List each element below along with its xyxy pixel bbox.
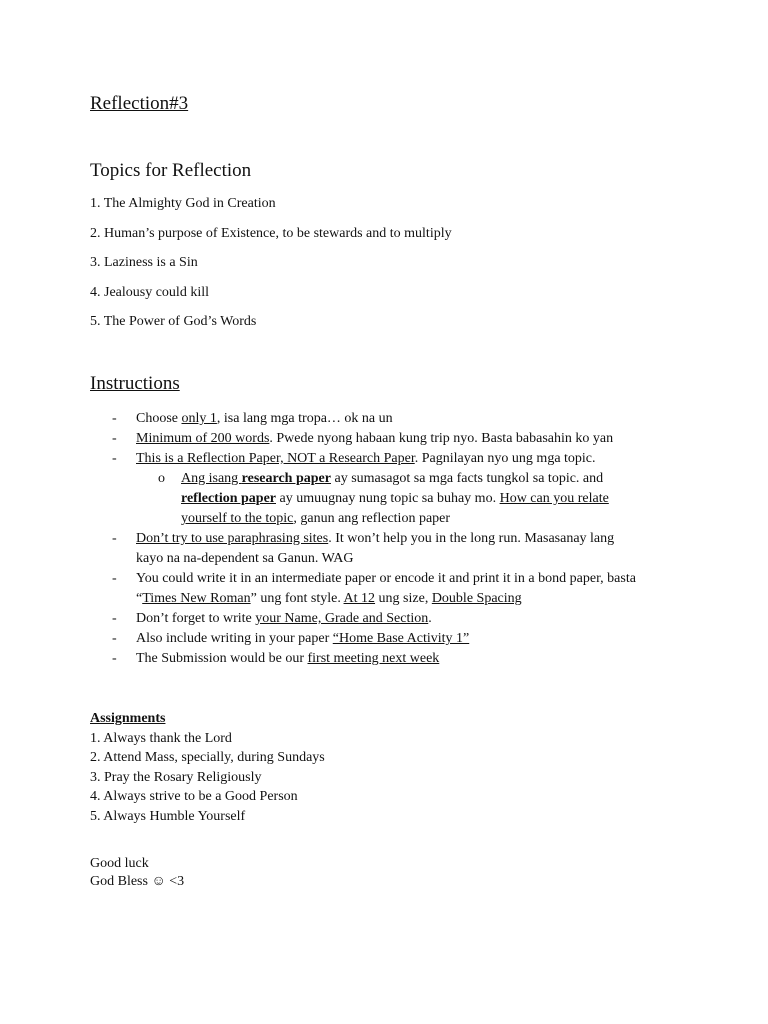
instruction-text: ung size, [375, 591, 432, 606]
topic-item: 3. Laziness is a Sin [90, 255, 198, 271]
instruction-emphasis: This is a Reflection Paper, NOT a Research Paper [136, 451, 415, 466]
instruction-item [90, 569, 690, 609]
topic-item: 2. Human’s purpose of Existence, to be stewards and to multiply [90, 225, 452, 241]
instruction-text: . [428, 611, 432, 626]
topics-list [90, 196, 452, 344]
instruction-emphasis: Don’t try to use paraphrasing sites [136, 531, 329, 546]
instruction-emphasis: At 12 [343, 591, 376, 606]
assignment-item: 2. Attend Mass, specially, during Sundays [90, 750, 325, 765]
instruction-emphasis: Ang isang [181, 471, 242, 486]
good-luck-text: Good luck [90, 856, 149, 871]
dash-bullet: - [112, 431, 117, 446]
instruction-text: kayo na na-dependent sa Ganun. WAG [136, 551, 354, 566]
circle-bullet: o [158, 471, 165, 486]
topic-item: 4. Jealousy could kill [90, 284, 209, 300]
instruction-subitem [90, 469, 690, 529]
instruction-emphasis: “Home Base Activity 1” [332, 631, 470, 646]
instruction-item [90, 609, 690, 629]
instructions-list [90, 409, 690, 669]
assignment-item: 3. Pray the Rosary Religiously [90, 769, 262, 785]
dash-bullet: - [112, 651, 117, 666]
instruction-item [90, 429, 690, 449]
assignments-heading: Assignments [90, 711, 166, 726]
instruction-strong: research paper [241, 471, 331, 486]
instruction-emphasis: yourself to the topic [181, 511, 294, 526]
instruction-text: . Pagnilayan nyo ung mga topic. [414, 451, 596, 466]
instruction-item [90, 409, 690, 429]
instruction-text: . It won’t help you in the long run. Masasanay lang [328, 531, 615, 546]
instruction-emphasis: your Name, Grade and Section [255, 611, 429, 626]
instruction-emphasis: only 1 [181, 411, 217, 426]
instruction-item [90, 649, 690, 669]
instruction-emphasis: Minimum of 200 words [136, 431, 270, 446]
instructions-heading: Instructions [90, 373, 180, 394]
god-bless-text: God Bless ☺ <3 [90, 874, 185, 889]
instruction-strong: reflection paper [181, 491, 276, 506]
instruction-text: Also include writing in your paper [136, 631, 333, 646]
dash-bullet: - [112, 451, 117, 466]
topics-heading: Topics for Reflection [90, 160, 252, 181]
instruction-text: , ganun ang reflection paper [293, 511, 451, 526]
dash-bullet: - [112, 411, 117, 426]
instruction-text: Don’t forget to write [136, 611, 256, 626]
instruction-text: ” ung font style. [250, 591, 344, 606]
closing-section [90, 855, 184, 891]
instruction-text: The Submission would be our [136, 651, 308, 666]
instruction-text: . Pwede nyong habaan kung trip nyo. Basta babasahin ko yan [269, 431, 614, 446]
topic-item: 5. The Power of God’s Words [90, 314, 257, 330]
instruction-text: ay sumasagot sa mga facts tungkol sa topic. and [330, 471, 604, 486]
instruction-item [90, 629, 690, 649]
assignment-item: 1. Always thank the Lord [90, 730, 232, 746]
instruction-emphasis: Times New Roman [142, 591, 251, 606]
dash-bullet: - [112, 571, 117, 586]
dash-bullet: - [112, 611, 117, 626]
dash-bullet: - [112, 631, 117, 646]
dash-bullet: - [112, 531, 117, 546]
topic-item: 1. The Almighty God in Creation [90, 196, 276, 211]
instruction-item [90, 449, 690, 469]
instruction-item [90, 529, 690, 569]
instruction-text: “ [136, 591, 143, 606]
document-title: Reflection#3 [90, 93, 189, 114]
instruction-emphasis: Double Spacing [431, 591, 522, 606]
instruction-text: Choose [136, 411, 182, 426]
assignments-section [90, 709, 325, 826]
instruction-text: ay umuugnay nung topic sa buhay mo. [276, 491, 500, 506]
assignment-item: 4. Always strive to be a Good Person [90, 789, 298, 804]
instruction-emphasis: first meeting next week [307, 651, 440, 666]
assignment-item: 5. Always Humble Yourself [90, 808, 246, 824]
instruction-emphasis: How can you relate [499, 491, 609, 506]
instruction-text: , isa lang mga tropa… ok na un [216, 411, 393, 426]
instruction-text: You could write it in an intermediate paper or encode it and print it in a bond paper, basta [136, 571, 636, 586]
